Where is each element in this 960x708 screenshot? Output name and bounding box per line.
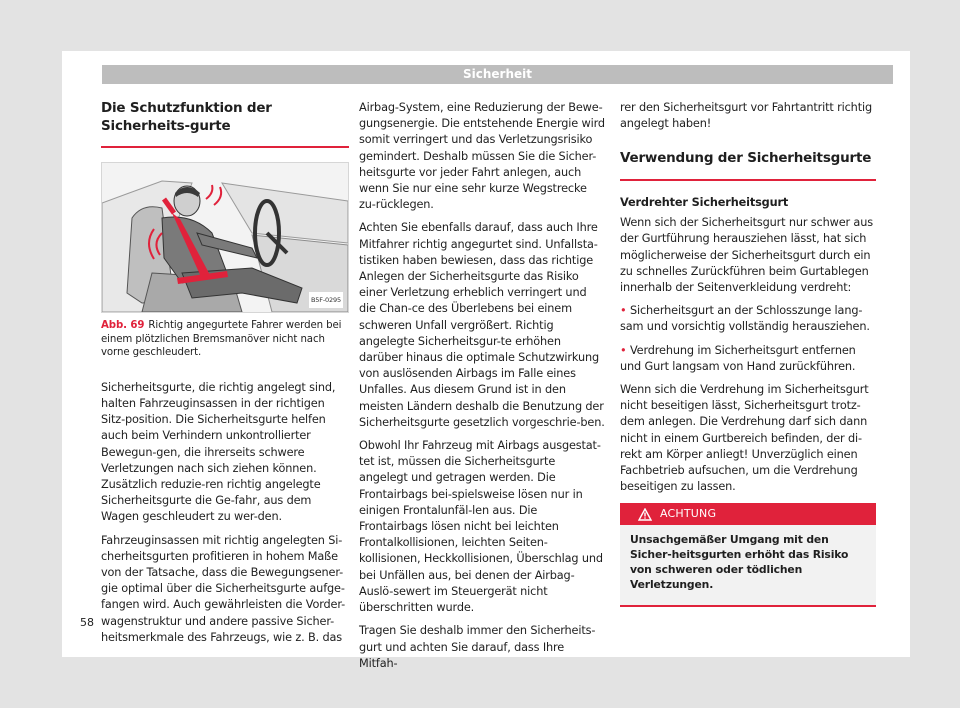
column-right [620, 100, 876, 607]
figure-caption-text: Richtig angegurtete Fahrer werden bei einem plötzlichen Bremsmanöver nicht nach vorne geschleudert. [101, 320, 342, 359]
column-left [101, 100, 349, 653]
paragraph: Wenn sich der Sicherheitsgurt nur schwer aus der Gurtführung herausziehen lässt, hat sich möglicherweise der Sicherheitsgurt durch ein zu schnelles Zurückführen beim Gurtablegen innerhalb der Seitenverkleidung verdreht: [620, 216, 873, 294]
paragraph: Achten Sie ebenfalls darauf, dass auch Ihre Mitfahrer richtig angegurtet sind. Unfallsta-tistiken haben bewiesen, dass das richtige Anlegen der Sicherheitsgurte das Risiko einer Verletzung erheblich verringert und die Chan-ce des Überlebens bei einem schweren Unfall vergrößert. Richtig angelegte Sicherheitsgur-te erhöhen darüber hinaus die optimale Schutzwirkung von auslösenden Airbags im Falle eines Unfalles. Aus diesem Grund ist in den meisten Ländern deshalb die Benutzung der Sicherheitsgurte gesetzlich vorgeschrie-ben. [359, 221, 605, 429]
figure-driver-seatbelt [101, 162, 349, 313]
paragraph: Fahrzeuginsassen mit richtig angelegten Si-cherheitsgurten profitieren in hohem Maße von der Tatsache, dass die Bewegungsener-gie optimal über die Sicherheitsgurte aufge-fangen wird. Auch gewährleisten die Vorder-wagenstruktur und andere passive Sicher-heitsmerkmale des Fahrzeugs, wie z. B. das [101, 533, 346, 644]
paragraph: rer den Sicherheitsgurt vor Fahrtantritt richtig angelegt haben! [620, 101, 872, 131]
warning-box [620, 503, 876, 607]
warning-triangle-icon [638, 507, 652, 529]
list-item: • Sicherheitsgurt an der Schlosszunge lang-sam und vorsichtig vollständig herausziehen. [620, 304, 870, 334]
bullet-icon: • [620, 304, 627, 318]
section-title-verwendung: Verwendung der Sicherheitsgurte [620, 150, 876, 181]
section-header: Sicherheit [102, 65, 893, 84]
paragraph: Sicherheitsgurte, die richtig angelegt sind, halten Fahrzeuginsassen in der richtigen Sitz-position. Die Sicherheitsgurte helfen auch beim Verhindern unkontrollierter Bewegun-gen, die ihrerseits schwere Verletzungen nach sich ziehen können. Zusätzlich reduzie-ren richtig angelegte Sicherheitsgurte die Ge-fahr, aus dem Wagen geschleudert zu wer-den. [101, 380, 336, 524]
section-title-schutzfunktion: Die Schutzfunktion der Sicherheits-gurte [101, 100, 349, 148]
paragraph: Airbag-System, eine Reduzierung der Bewe-gungsenergie. Die entstehende Energie wird somit verringert und das Verletzungsrisiko gemindert. Deshalb müssen Sie die Sicher-heitsgurte vor jeder Fahrt anlegen, auch wenn Sie nur eine sehr kurze Wegstrecke zu-rücklegen. [359, 101, 605, 212]
figure-caption [101, 319, 349, 360]
figure-label: Abb. 69 [101, 320, 145, 331]
subheading: Verdrehter Sicherheitsgurt [620, 195, 789, 209]
bullet-icon: • [620, 343, 627, 357]
manual-page [62, 51, 910, 670]
warning-label: ACHTUNG [660, 507, 717, 521]
warning-text: Unsachgemäßer Umgang mit den Sicher-heitsgurten erhöht das Risiko von schweren oder tödlichen Verletzungen. [620, 525, 876, 605]
page-number: 58 [80, 616, 94, 629]
column-middle [359, 100, 605, 679]
figure-code: B5F-0295 [309, 292, 343, 308]
paragraph: Tragen Sie deshalb immer den Sicherheits-gurt und achten Sie darauf, dass Ihre Mitfah- [359, 624, 596, 670]
driver-seatbelt-illustration [102, 163, 348, 312]
warning-header [620, 503, 876, 525]
paragraph: Obwohl Ihr Fahrzeug mit Airbags ausgestat-tet ist, müssen die Sicherheitsgurte angelegt und getragen werden. Die Frontairbags bei-spielsweise lösen nur in einigen Frontalunfäl-len aus. Die Frontairbags lösen nicht bei leichten Frontalkollisionen, leichten Seiten-kollisionen, Heckkollisionen, Überschlag und bei Unfällen aus, bei denen der Airbag-Auslö-sewert im Steuergerät nicht überschritten wurde. [359, 439, 603, 615]
paragraph: Wenn sich die Verdrehung im Sicherheitsgurt nicht beseitigen lässt, Sicherheitsgurt trotz-dem anlegen. Die Verdrehung darf sich dann nicht in einem Gurtbereich befinden, der di-rekt am Körper anliegt! Unverzüglich einen Fachbetrieb aufsuchen, um die Verdrehung beseitigen zu lassen. [620, 382, 869, 494]
list-item: • Verdrehung im Sicherheitsgurt entfernen und Gurt langsam von Hand zurückführen. [620, 343, 856, 373]
